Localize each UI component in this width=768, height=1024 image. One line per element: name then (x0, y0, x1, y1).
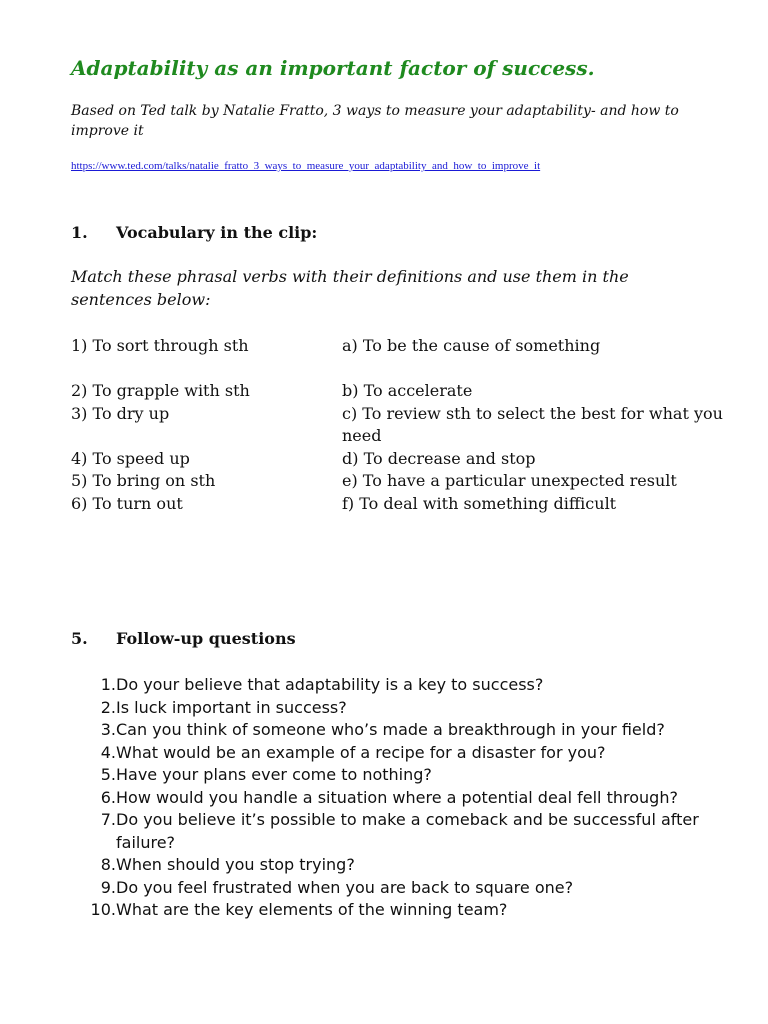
vocab-row (71, 493, 751, 516)
vocab-instructions: Match these phrasal verbs with their definitions and use them in the sentences below: (71, 267, 629, 309)
question-text: Do you believe it’s possible to make a comeback and be successful after failure? (116, 810, 699, 852)
vocab-row (71, 335, 751, 358)
definition: e) To have a particular unexpected result (342, 471, 677, 490)
question-number: 3. (100, 720, 116, 739)
phrasal-verb: 6) To turn out (71, 493, 183, 513)
question-text: When should you stop trying? (116, 855, 355, 874)
phrasal-verb: 4) To speed up (71, 448, 190, 468)
definition: c) To review sth to select the best for what you need (342, 403, 723, 445)
phrasal-verb: 3) To dry up (71, 403, 170, 423)
list-item (71, 742, 761, 765)
vocab-row (71, 380, 751, 403)
vocab-row (71, 448, 751, 471)
question-text: What are the key elements of the winning team? (116, 900, 508, 919)
section-1-number: 1. (71, 223, 88, 242)
list-item (71, 674, 761, 697)
list-item (71, 877, 761, 900)
question-number: 1. (100, 675, 116, 694)
list-item (71, 809, 761, 854)
question-number: 10. (90, 900, 116, 919)
vocab-row (71, 403, 751, 448)
question-number: 2. (100, 697, 116, 717)
phrasal-verb: 2) To grapple with sth (71, 381, 250, 400)
ted-talk-link[interactable]: https://www.ted.com/talks/natalie_fratto_3_ways_to_measure_your_adaptability_and_how_to_improve_it (71, 160, 541, 172)
list-item (71, 787, 761, 810)
question-text: Can you think of someone who’s made a breakthrough in your field? (116, 720, 665, 739)
list-item (71, 697, 761, 720)
question-number: 5. (100, 765, 116, 784)
section-5-number: 5. (71, 629, 88, 648)
list-item (71, 899, 761, 922)
question-text: How would you handle a situation where a potential deal fell through? (116, 787, 678, 807)
phrasal-verb: 5) To bring on sth (71, 471, 216, 490)
vocab-row (71, 470, 751, 493)
list-item (71, 719, 761, 742)
question-number: 8. (100, 855, 116, 874)
phrasal-verb: 1) To sort through sth (71, 336, 249, 355)
section-5-heading (71, 629, 296, 648)
definition: b) To accelerate (342, 381, 473, 400)
definition: a) To be the cause of something (342, 336, 601, 355)
question-number: 7. (100, 810, 116, 829)
document-title: Adaptability as an important factor of success. (71, 56, 595, 80)
list-item (71, 854, 761, 877)
question-text: What would be an example of a recipe for a disaster for you? (116, 742, 606, 762)
question-text: Do you feel frustrated when you are back to square one? (116, 877, 574, 897)
definition: d) To decrease and stop (342, 448, 536, 468)
document-subtitle: Based on Ted talk by Natalie Fratto, 3 ways to measure your adaptability- and how to improve it (71, 103, 679, 139)
vocab-match-table (71, 335, 751, 515)
follow-up-questions-list (71, 674, 761, 922)
question-text: Have your plans ever come to nothing? (116, 765, 432, 784)
list-item (71, 764, 761, 787)
question-number: 6. (100, 787, 116, 807)
question-number: 4. (100, 742, 116, 762)
section-1-title: Vocabulary in the clip: (116, 223, 318, 242)
section-1-heading (71, 223, 317, 242)
question-number: 9. (100, 877, 116, 897)
definition: f) To deal with something difficult (342, 493, 617, 513)
question-text: Is luck important in success? (116, 697, 347, 717)
section-5-title: Follow-up questions (116, 629, 296, 648)
question-text: Do your believe that adaptability is a key to success? (116, 675, 544, 694)
